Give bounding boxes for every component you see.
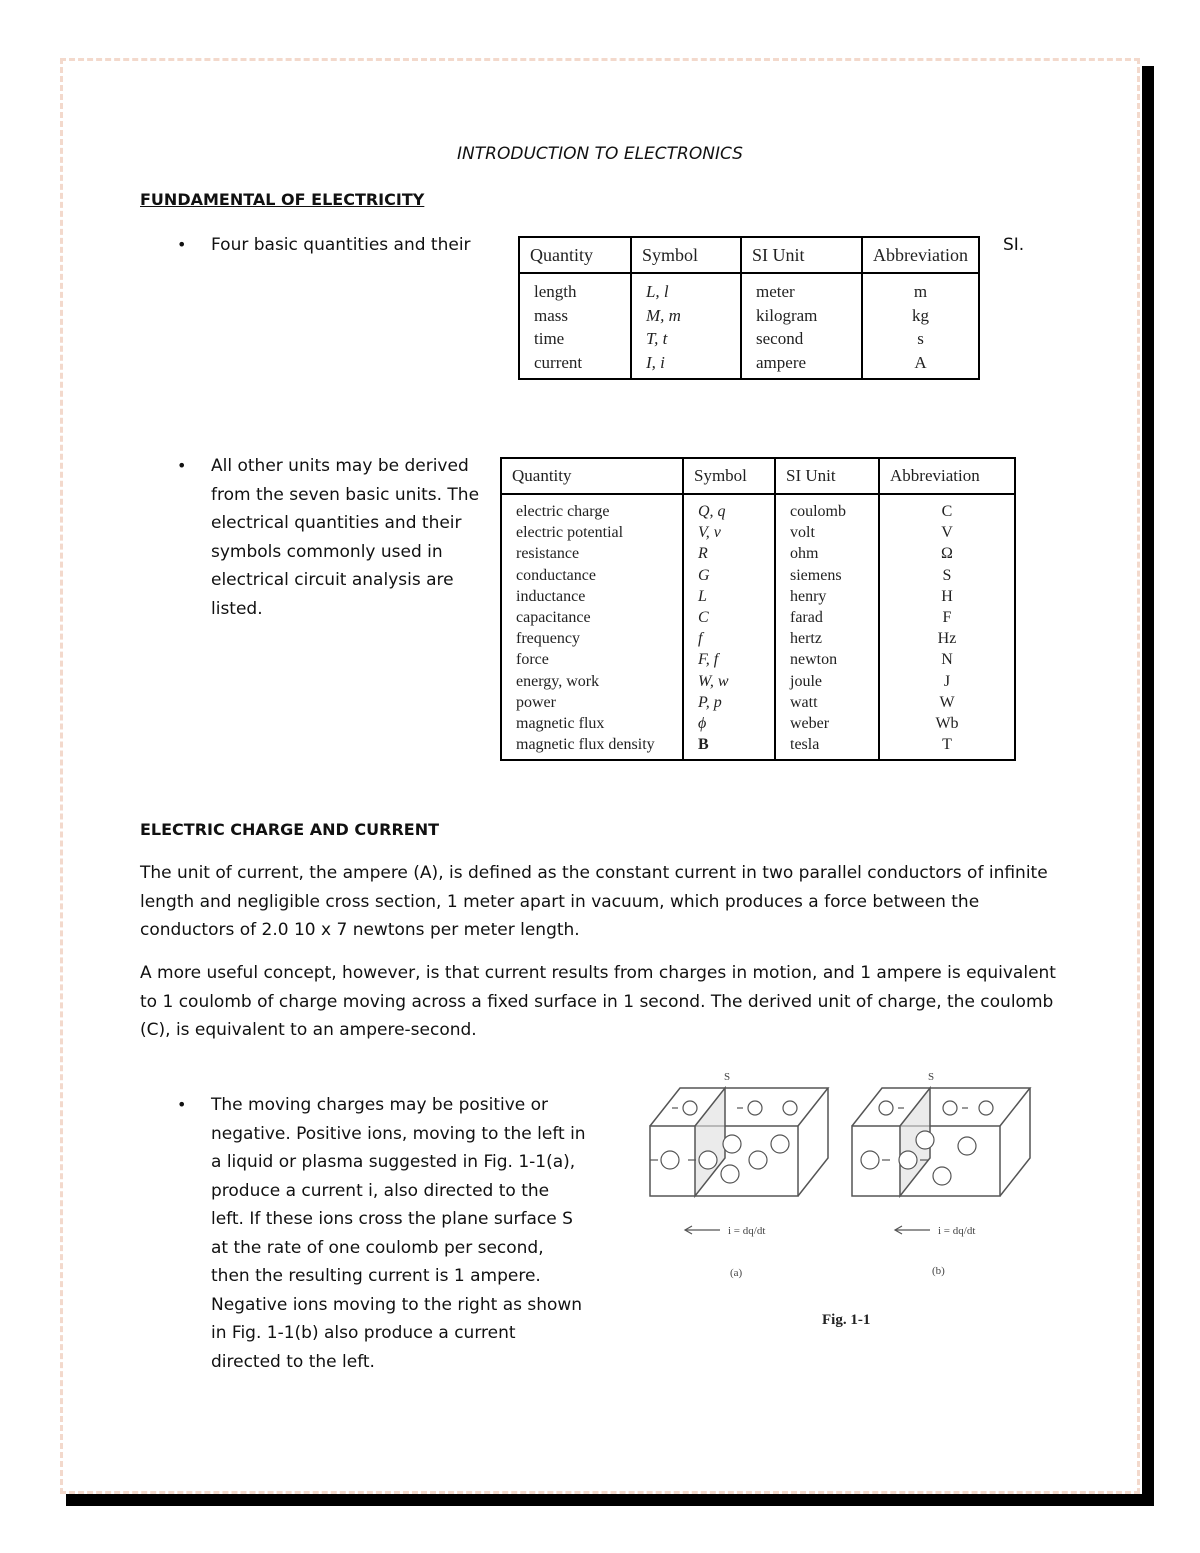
table-cell: Ω xyxy=(879,543,1015,564)
table-cell: N xyxy=(879,649,1015,670)
table-cell: mass xyxy=(519,304,631,328)
table-row xyxy=(501,607,1015,628)
table-row xyxy=(501,565,1015,586)
table-cell: s xyxy=(862,327,979,351)
equation-b: i = dq/dt xyxy=(938,1225,976,1237)
bullet-dot: • xyxy=(177,235,187,254)
table-cell: T, t xyxy=(631,327,741,351)
table-cell: kilogram xyxy=(741,304,862,328)
sublabel-a: (a) xyxy=(730,1267,743,1279)
table-cell: second xyxy=(741,327,862,351)
table-cell: R xyxy=(683,543,775,564)
column-header: Symbol xyxy=(683,458,775,494)
table-cell: ohm xyxy=(775,543,879,564)
table-row xyxy=(501,586,1015,607)
table-row xyxy=(501,713,1015,734)
page-shadow-bottom xyxy=(66,1494,1154,1506)
bullet-text: The moving charges may be positive or negative. Positive ions, moving to the left in a liquid or plasma suggested in Fig. 1-1(a), produce a current i, also directed to the left. If these ions cross the plane surface S at the rate of one coulomb per second, then the resulting current is 1 ampere. Negative ions moving to the right as shown in Fig. 1-1(b) also produce a current directed to the left. xyxy=(211,1095,586,1372)
table-row xyxy=(519,351,979,380)
table-cell: current xyxy=(519,351,631,380)
table-cell: ampere xyxy=(741,351,862,380)
table-cell: weber xyxy=(775,713,879,734)
section-heading-charge-current: ELECTRIC CHARGE AND CURRENT xyxy=(140,820,439,839)
table-cell: coulomb xyxy=(775,494,879,522)
paragraph-ampere-definition: The unit of current, the ampere (A), is defined as the constant current in two parallel conductors of infinite length and negligible cross section, 1 meter apart in vacuum, which produces a force between the conductors of 2.0 10 x 7 newtons per meter length. xyxy=(140,863,1048,940)
table-cell: Wb xyxy=(879,713,1015,734)
table-cell: volt xyxy=(775,522,879,543)
table-cell: W xyxy=(879,692,1015,713)
table-cell: I, i xyxy=(631,351,741,380)
table-cell: force xyxy=(501,649,683,670)
plane-label-b: S xyxy=(928,1071,935,1083)
table-cell: ϕ xyxy=(683,713,775,734)
table-cell: length xyxy=(519,273,631,304)
equation-a: i = dq/dt xyxy=(728,1225,766,1237)
table-row xyxy=(501,649,1015,670)
table-cell: W, w xyxy=(683,671,775,692)
current-arrows xyxy=(685,1226,930,1234)
table-row xyxy=(501,692,1015,713)
column-header: SI Unit xyxy=(741,237,862,273)
table-cell: henry xyxy=(775,586,879,607)
table-cell: F, f xyxy=(683,649,775,670)
table-header-row xyxy=(519,237,979,273)
table-cell: P, p xyxy=(683,692,775,713)
table-cell: L xyxy=(683,586,775,607)
table-cell: S xyxy=(879,565,1015,586)
bullet-suffix-si: SI. xyxy=(1003,235,1025,255)
table-cell: watt xyxy=(775,692,879,713)
table-cell: conductance xyxy=(501,565,683,586)
column-header: Abbreviation xyxy=(879,458,1015,494)
column-header: Symbol xyxy=(631,237,741,273)
table-cell: energy, work xyxy=(501,671,683,692)
table-cell: tesla xyxy=(775,734,879,760)
document-title: INTRODUCTION TO ELECTRONICS xyxy=(457,144,743,164)
table-cell: V xyxy=(879,522,1015,543)
sublabel-b: (b) xyxy=(932,1265,945,1277)
table-row xyxy=(501,494,1015,522)
table-header-row xyxy=(501,458,1015,494)
table-cell: newton xyxy=(775,649,879,670)
figure-drawing xyxy=(640,1060,1040,1340)
table-row xyxy=(501,522,1015,543)
bullet-basic-quantities xyxy=(177,231,491,260)
column-header: Quantity xyxy=(501,458,683,494)
bullet-dot: • xyxy=(177,456,187,475)
table-cell: Q, q xyxy=(683,494,775,522)
column-header: Abbreviation xyxy=(862,237,979,273)
table-cell: inductance xyxy=(501,586,683,607)
column-header: SI Unit xyxy=(775,458,879,494)
table-cell: F xyxy=(879,607,1015,628)
table-cell: T xyxy=(879,734,1015,760)
table-cell: M, m xyxy=(631,304,741,328)
table-cell: L, l xyxy=(631,273,741,304)
bullet-moving-charges xyxy=(177,1091,586,1376)
table-cell: m xyxy=(862,273,979,304)
table-cell: magnetic flux density xyxy=(501,734,683,760)
table-cell: H xyxy=(879,586,1015,607)
basic-quantities-table xyxy=(518,236,980,380)
column-header: Quantity xyxy=(519,237,631,273)
bullet-text: All other units may be derived from the seven basic units. The electrical quantities and their symbols commonly used in electrical circuit analysis are listed. xyxy=(211,456,480,619)
table-row xyxy=(519,327,979,351)
figure-1-1 xyxy=(640,1060,1040,1340)
table-row xyxy=(501,543,1015,564)
table-cell: meter xyxy=(741,273,862,304)
figure-caption: Fig. 1-1 xyxy=(822,1312,871,1328)
table-cell: kg xyxy=(862,304,979,328)
table-cell: siemens xyxy=(775,565,879,586)
table-cell: resistance xyxy=(501,543,683,564)
table-cell: electric potential xyxy=(501,522,683,543)
table-cell: V, v xyxy=(683,522,775,543)
table-row xyxy=(501,671,1015,692)
plane-label-a: S xyxy=(724,1071,731,1083)
table-cell: A xyxy=(862,351,979,380)
table-cell: J xyxy=(879,671,1015,692)
table-cell: electric charge xyxy=(501,494,683,522)
bullet-dot: • xyxy=(177,1095,187,1114)
section-heading-fundamentals: FUNDAMENTAL OF ELECTRICITY xyxy=(140,190,425,209)
table-cell: joule xyxy=(775,671,879,692)
table-cell: magnetic flux xyxy=(501,713,683,734)
table-cell: capacitance xyxy=(501,607,683,628)
table-cell: C xyxy=(683,607,775,628)
table-cell: B xyxy=(683,734,775,760)
bullet-text: Four basic quantities and their xyxy=(211,235,471,255)
table-cell: hertz xyxy=(775,628,879,649)
table-cell: time xyxy=(519,327,631,351)
bullet-derived-units xyxy=(177,452,481,623)
table-cell: C xyxy=(879,494,1015,522)
table-row xyxy=(519,273,979,304)
table-cell: G xyxy=(683,565,775,586)
page-shadow-right xyxy=(1142,66,1154,1506)
table-cell: farad xyxy=(775,607,879,628)
derived-quantities-table xyxy=(500,457,1016,761)
table-row xyxy=(501,734,1015,760)
table-cell: Hz xyxy=(879,628,1015,649)
paragraph-charge-motion: A more useful concept, however, is that current results from charges in motion, and 1 ampere is equivalent to 1 coulomb of charge moving across a fixed surface in 1 second. The derived unit of charge, the coulomb (C), is equivalent to an ampere-second. xyxy=(140,963,1056,1040)
table-row xyxy=(519,304,979,328)
table-cell: f xyxy=(683,628,775,649)
table-cell: power xyxy=(501,692,683,713)
table-cell: frequency xyxy=(501,628,683,649)
table-row xyxy=(501,628,1015,649)
